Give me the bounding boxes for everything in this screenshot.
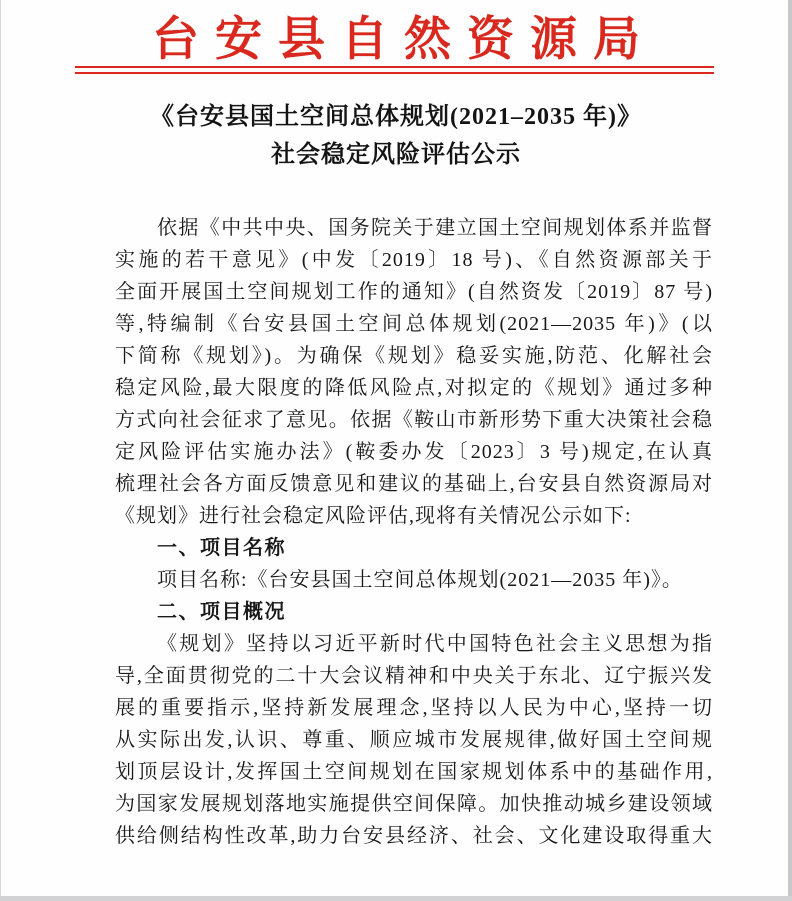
agency-letterhead: 台安县自然资源局 <box>152 14 656 66</box>
body-line: 等,特编制《台安县国土空间总体规划(2021—2035 年)》(以 <box>115 313 713 335</box>
body-line: 实施的若干意见》(中发〔2019〕18 号)、《自然资源部关于 <box>115 249 713 271</box>
body-line: 《规划》坚持以习近平新时代中国特色社会主义思想为指 <box>157 633 713 655</box>
body-line: 供给侧结构性改革,助力台安县经济、社会、文化建设取得重大 <box>115 825 713 847</box>
body-line: 依据《中共中央、国务院关于建立国土空间规划体系并监督 <box>157 217 713 239</box>
body-line: 划顶层设计,发挥国土空间规划在国家规划体系中的基础作用, <box>115 761 713 783</box>
letterhead-divider-rule <box>75 66 714 74</box>
body-line: 全面开展国土空间规划工作的通知》(自然资发〔2019〕87 号) <box>115 281 713 303</box>
body-line: 导,全面贯彻党的二十大会议精神和中央关于东北、辽宁振兴发 <box>115 665 713 687</box>
body-line: 项目名称:《台安县国土空间总体规划(2021—2035 年)》。 <box>157 569 683 591</box>
document-title-line1: 《台安县国土空间总体规划(2021–2035 年)》 <box>150 104 642 130</box>
document-title-line2: 社会稳定风险评估公示 <box>271 142 521 168</box>
document-body <box>115 212 713 852</box>
body-line: 定风险评估实施办法》(鞍委办发〔2023〕3 号)规定,在认真 <box>115 441 713 463</box>
body-line: 从实际出发,认识、尊重、顺应城市发展规律,做好国土空间规 <box>115 729 713 751</box>
section-heading: 二、项目概况 <box>157 601 286 623</box>
body-line: 《规划》进行社会稳定风险评估,现将有关情况公示如下: <box>115 505 632 527</box>
body-line: 展的重要指示,坚持新发展理念,坚持以人民为中心,坚持一切 <box>115 697 713 719</box>
body-line: 稳定风险,最大限度的降低风险点,对拟定的《规划》通过多种 <box>115 377 713 399</box>
section-heading: 一、项目名称 <box>157 537 286 559</box>
body-line: 下简称《规划》)。为确保《规划》稳妥实施,防范、化解社会 <box>115 345 713 367</box>
body-line: 方式向社会征求了意见。依据《鞍山市新形势下重大决策社会稳 <box>115 409 713 431</box>
scan-edge-bottom <box>0 896 792 901</box>
body-line: 为国家发展规划落地实施提供空间保障。加快推动城乡建设领域 <box>115 793 713 815</box>
document-title <box>0 98 792 174</box>
body-line: 梳理社会各方面反馈意见和建议的基础上,台安县自然资源局对 <box>115 473 713 495</box>
